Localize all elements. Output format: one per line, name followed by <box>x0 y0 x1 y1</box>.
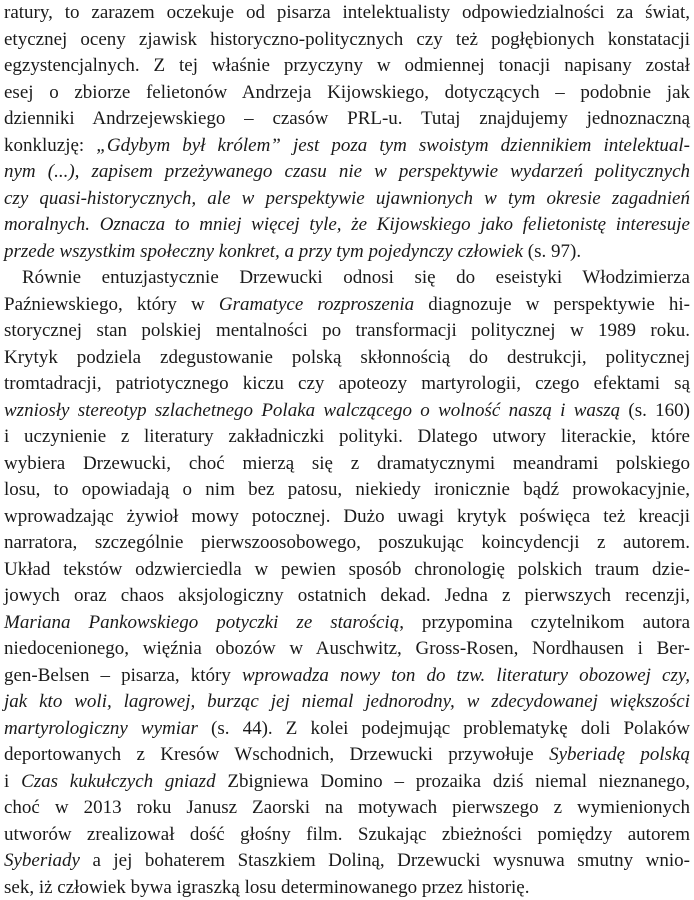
text-run: (s. 97). <box>523 240 582 262</box>
text-line <box>4 0 690 27</box>
text-line <box>4 822 690 849</box>
text-run: i <box>4 770 22 792</box>
text-run: Zbigniewa Domino – prozaika dziś niemal nieznanego, <box>215 770 691 792</box>
italic-text: czy quasi-historycznych, ale w perspektywie ujawnionych w tym okresie zagadnień <box>4 187 690 209</box>
text-line <box>4 106 690 133</box>
text-line <box>4 80 690 107</box>
text-line <box>4 424 690 451</box>
text-line <box>4 27 690 54</box>
text-line <box>4 742 690 769</box>
text-line <box>4 159 690 186</box>
text-run: Układ tekstów odzwierciedla w pewien sposób chronologię polskich traum dzie- <box>4 558 690 580</box>
text-run: choć w 2013 roku Janusz Zaorski na motywach pierwszego z wymienionych <box>4 797 690 818</box>
text-run: gen-Belsen – pisarza, który <box>4 664 242 686</box>
text-line <box>4 848 690 875</box>
text-line <box>4 212 690 239</box>
text-line <box>4 716 690 743</box>
text-run: Równie entuzjastycznie Drzewucki odnosi się do eseistyki Włodzimierza <box>22 267 690 288</box>
paragraph <box>4 0 690 265</box>
italic-text: martyrologiczny wymiar <box>4 717 198 739</box>
text-run: dzienniki Andrzejewskiego – czasów PRL-u. Tutaj znajdujemy jednoznaczną <box>4 108 690 129</box>
text-line <box>4 133 690 160</box>
italic-text: przede wszystkim społeczny konkret, a przy tym pojedynczy człowiek <box>4 240 524 262</box>
text-line <box>4 292 690 319</box>
italic-text: wzniosły stereotyp szlachetnego Polaka walczącego o wolność naszą i waszą <box>4 399 621 421</box>
text-line <box>4 186 690 213</box>
text-run: i uczynienie z literatury zakładniczki polityki. Dlatego utwory literackie, które <box>4 426 690 447</box>
text-run: konkluzję: <box>4 134 97 156</box>
text-line <box>4 636 690 663</box>
text-line <box>4 345 690 372</box>
text-run: sek, iż człowiek bywa igraszką losu determinowanego przez historię. <box>4 876 530 898</box>
text-run: wprowadzając żywioł mowy potocznej. Dużo uwagi krytyk poświęca też kreacji <box>4 505 690 527</box>
text-run: narratora, szczególnie pierwszoosobowego, poszukując koincydencji z autorem. <box>4 532 690 553</box>
text-line <box>4 371 690 398</box>
text-run: a jej bohaterem Staszkiem Doliną, Drzewucki wysnuwa smutny wnio- <box>79 850 690 871</box>
text-run: jowych oraz chaos aksjologiczny ostatnich dekad. Jedna z pierwszych recenzji, <box>4 585 690 606</box>
text-line <box>4 663 690 690</box>
italic-text: Gramatyce rozproszenia <box>218 293 415 315</box>
text-run: Krytyk podziela zdegustowanie polską skłonnością do destrukcji, politycznej <box>4 346 690 368</box>
text-line <box>4 239 690 266</box>
text-run: deportowanych z Kresów Wschodnich, Drzewucki przywołuje <box>4 744 550 765</box>
text-run: Paźniewskiego, który w <box>4 293 219 315</box>
italic-text: „Gdybym był królem” jest poza tym swoistym dziennikiem intelektual- <box>96 134 691 156</box>
text-line <box>4 557 690 584</box>
italic-text: jak kto woli, lagrowej, burząc jej niemal jednorodny, w zdecydowanej większości <box>4 691 690 712</box>
text-line <box>4 265 690 292</box>
text-line <box>4 504 690 531</box>
text-run: egzystencjalnych. Z tej właśnie przyczyny w odmiennej tonacji napisany został <box>4 55 690 76</box>
italic-text: nym (...), zapisem przeżywanego czasu nie w perspektywie wydarzeń politycznych <box>4 161 690 182</box>
text-run: etycznej oceny zjawisk historyczno-politycznych czy też pogłębionych konstatacji <box>4 28 690 50</box>
italic-text: moralnych. Oznacza to mniej więcej tyle, że Kijowskiego jako felietonistę interesuje <box>4 214 690 235</box>
text-line <box>4 795 690 822</box>
text-line <box>4 451 690 478</box>
text-run: diagnozuje w perspektywie hi- <box>414 293 691 315</box>
italic-text: Syberiady <box>4 850 80 871</box>
text-run: tromtadracji, patriotycznego kiczu czy apoteozy martyrologii, czego efektami są <box>4 373 690 394</box>
text-run: , przypomina czytelnikom autora <box>399 611 691 633</box>
italic-text: Czas kukułczych gniazd <box>21 770 216 792</box>
text-line <box>4 398 690 425</box>
text-line <box>4 689 690 716</box>
italic-text: Mariana Pankowskiego potyczki ze starością <box>4 611 400 633</box>
text-run: (s. 160) <box>620 399 690 421</box>
text-run: losu, to opowiadają o nim bez patosu, niekiedy ironicznie bądź prowokacyjnie, <box>4 479 690 500</box>
text-line <box>4 769 690 796</box>
text-line <box>4 530 690 557</box>
italic-text: wprowadza nowy ton do tzw. literatury obozowej czy, <box>241 664 690 686</box>
text-run: (s. 44). Z kolei podejmując problematykę doli Polaków <box>197 717 690 739</box>
text-line <box>4 53 690 80</box>
text-run: utworów zrealizował dość głośny film. Szukając zbieżności pomiędzy autorem <box>4 823 690 845</box>
text-run: niedocenionego, więźnia obozów w Auschwitz, Gross-Rosen, Nordhausen i Ber- <box>4 638 690 659</box>
text-line <box>4 583 690 610</box>
text-run: esej o zbiorze felietonów Andrzeja Kijowskiego, dotyczących – podobnie jak <box>4 81 690 103</box>
text-line <box>4 875 690 900</box>
text-line <box>4 318 690 345</box>
text-line <box>4 477 690 504</box>
paragraph <box>4 265 690 900</box>
text-run: ratury, to zarazem oczekuje od pisarza intelektualisty odpowiedzialności za świat, <box>4 2 690 23</box>
text-run: wybiera Drzewucki, choć mierzą się z dramatycznymi meandrami polskiego <box>4 452 690 474</box>
text-run: storycznej stan polskiej mentalności po transformacji politycznej w 1989 roku. <box>4 320 690 341</box>
italic-text: Syberiadę polską <box>549 744 691 765</box>
text-line <box>4 610 690 637</box>
